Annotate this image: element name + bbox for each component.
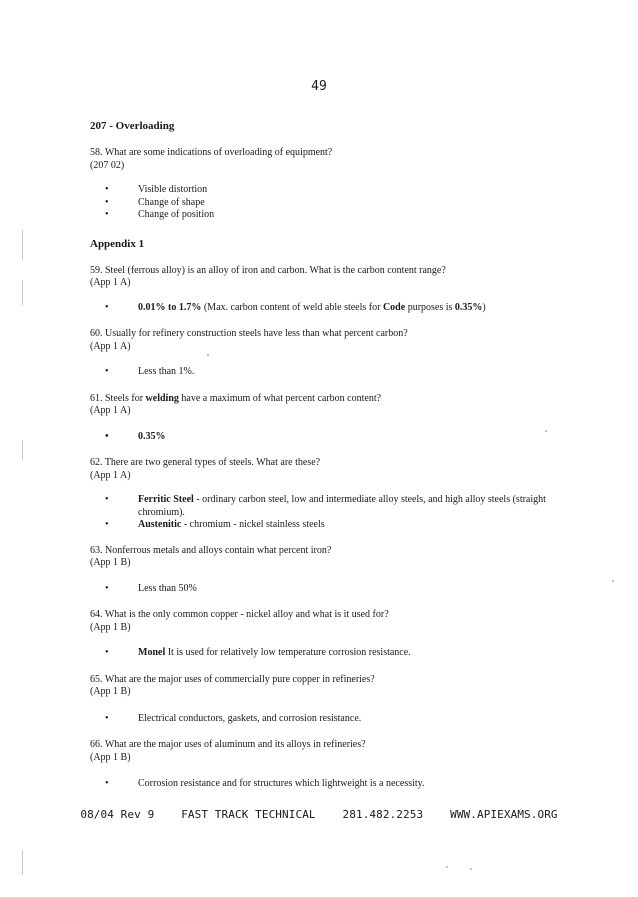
answer-62-ferritic-label: Ferritic Steel xyxy=(138,494,194,505)
answer-64-text: It is used for relatively low temperature corrosion resistance. xyxy=(165,647,411,658)
answer-59-note-post: ) xyxy=(482,301,486,313)
question-64 xyxy=(90,609,550,634)
question-58 xyxy=(90,147,550,172)
question-61-ref: (App 1 A) xyxy=(90,405,131,416)
section-heading-appendix: Appendix 1 xyxy=(90,237,145,250)
scan-artifact xyxy=(470,868,472,870)
scan-artifact xyxy=(612,580,614,582)
question-58-text: 58. What are some indications of overloading of equipment? xyxy=(90,147,333,158)
question-61 xyxy=(90,393,550,418)
question-61-text-post: have a maximum of what percent carbon content? xyxy=(178,392,382,404)
question-66-ref: (App 1 B) xyxy=(90,751,131,763)
question-63-text: 63. Nonferrous metals and alloys contain what percent iron? xyxy=(90,544,332,556)
answer-list-59 xyxy=(90,302,550,315)
scan-artifact xyxy=(545,430,547,432)
page-content xyxy=(90,120,550,791)
question-65-text: 65. What are the major uses of commercially pure copper in refineries? xyxy=(90,673,375,685)
answer-58-item: • Change of shape xyxy=(105,197,550,210)
question-62-text: 62. There are two general types of steels. What are these? xyxy=(90,457,321,468)
answer-59 xyxy=(105,302,550,315)
question-66 xyxy=(90,739,550,764)
answer-58-item: • Change of position xyxy=(105,209,550,222)
question-60-ref: (App 1 A) xyxy=(90,340,131,352)
question-59-text: 59. Steel (ferrous alloy) is an alloy of iron and carbon. What is the carbon content range? xyxy=(90,264,446,276)
answer-list-62 xyxy=(90,494,550,532)
question-64-text: 64. What is the only common copper - nickel alloy and what is it used for? xyxy=(90,609,389,620)
scan-artifact xyxy=(22,280,23,305)
answer-59-note-mid: purposes is xyxy=(405,301,455,313)
question-64-ref: (App 1 B) xyxy=(90,621,131,633)
page-footer xyxy=(0,808,638,821)
question-61-text-bold: welding xyxy=(145,392,179,404)
answer-66: • Corrosion resistance and for structures which lightweight is a necessity. xyxy=(105,778,550,791)
answer-59-range: 0.01% to 1.7% xyxy=(138,301,202,313)
question-60 xyxy=(90,328,550,353)
question-59 xyxy=(90,265,550,290)
answer-59-note-pre: (Max. carbon content of weld able steels for xyxy=(201,301,383,313)
answer-65: • Electrical conductors, gaskets, and corrosion resistance. xyxy=(105,713,550,726)
question-63 xyxy=(90,545,550,570)
answer-list-63 xyxy=(90,583,550,596)
footer-revision: 08/04 Rev 9 xyxy=(80,808,155,821)
footer-phone: 281.482.2253 xyxy=(342,808,424,821)
answer-62-austenitic-text: - chromium - nickel stainless steels xyxy=(181,519,325,530)
answer-60: • Less than 1%. xyxy=(105,366,550,379)
answer-64-alloy: Monel xyxy=(138,647,166,658)
page-number: 49 xyxy=(311,79,327,94)
answer-59-value: 0.35% xyxy=(454,301,483,313)
answer-list-66 xyxy=(90,778,550,791)
answer-58-item: • Visible distortion xyxy=(105,184,550,197)
answer-62-ferritic xyxy=(105,494,550,519)
answer-list-64 xyxy=(90,647,550,660)
question-62 xyxy=(90,457,550,482)
answer-61: • 0.35% xyxy=(105,431,550,444)
question-59-ref: (App 1 A) xyxy=(90,277,131,288)
question-63-ref: (App 1 B) xyxy=(90,557,131,568)
question-60-text: 60. Usually for refinery construction steels have less than what percent carbon? xyxy=(90,328,408,339)
answer-list-61 xyxy=(90,431,550,444)
footer-website: WWW.APIEXAMS.ORG xyxy=(450,808,558,821)
question-66-text: 66. What are the major uses of aluminum and its alloys in refineries? xyxy=(90,739,366,750)
question-62-ref: (App 1 A) xyxy=(90,469,131,481)
section-heading-overloading: 207 - Overloading xyxy=(90,120,175,132)
question-61-text-pre: 61. Steels for xyxy=(90,392,146,404)
answer-62-austenitic-label: Austenitic xyxy=(138,519,182,530)
question-65-ref: (App 1 B) xyxy=(90,686,131,697)
answer-list-58 xyxy=(90,184,550,222)
footer-company: FAST TRACK TECHNICAL xyxy=(181,808,316,821)
question-65 xyxy=(90,674,550,699)
scan-artifact xyxy=(22,440,23,460)
answer-64 xyxy=(105,647,550,660)
question-58-ref: (207 02) xyxy=(90,159,125,171)
answer-list-60 xyxy=(90,366,550,379)
scan-artifact xyxy=(22,230,23,260)
answer-59-code: Code xyxy=(382,301,406,313)
scan-artifact xyxy=(207,354,209,356)
answer-list-65 xyxy=(90,713,550,726)
scan-artifact xyxy=(22,850,23,875)
answer-63: • Less than 50% xyxy=(105,583,550,596)
scan-artifact xyxy=(446,866,448,868)
answer-62-ferritic-text: - ordinary carbon steel, low and intermediate alloy steels, and high alloy steels (straight chromium). xyxy=(138,494,546,518)
answer-62-austenitic xyxy=(105,519,550,532)
